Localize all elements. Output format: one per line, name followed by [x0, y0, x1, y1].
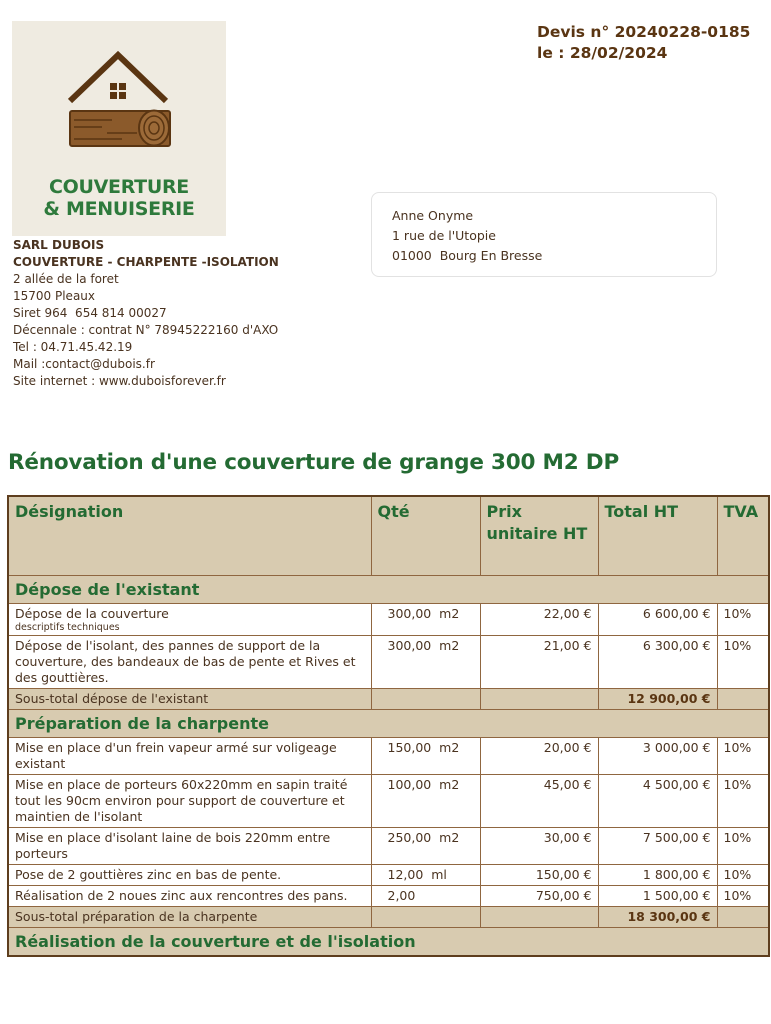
company-decennale: Décennale : contrat N° 78945222160 d'AXO [13, 323, 279, 337]
cell-qty: 150,00 m2 [371, 738, 480, 775]
cell-tva: 10% [717, 865, 769, 886]
subtotal-row [8, 907, 769, 928]
table-row [8, 636, 769, 689]
logo-text-line1: COUVERTURE [49, 176, 189, 198]
client-name: Anne Onyme [392, 208, 474, 223]
cell-tva: 10% [717, 886, 769, 907]
client-street: 1 rue de l'Utopie [392, 228, 496, 243]
house-log-icon [12, 21, 226, 171]
cell-unit-price: 20,00 € [480, 738, 598, 775]
header-tva: TVA [717, 496, 769, 576]
company-address-line2: 15700 Pleaux [13, 289, 96, 303]
table-row [8, 775, 769, 828]
cell-total: 6 600,00 € [598, 604, 717, 636]
subtotal-label: Sous-total préparation de la charpente [8, 907, 371, 928]
cell-qty: 2,00 [371, 886, 480, 907]
item-note: descriptifs techniques [15, 622, 120, 633]
cell-designation: Mise en place de porteurs 60x220mm en sapin traité tout les 90cm environ pour support de couverture et maintien de l'isolant [8, 775, 371, 828]
subtotal-label: Sous-total dépose de l'existant [8, 689, 371, 710]
cell-designation: Mise en place d'isolant laine de bois 220mm entre porteurs [8, 828, 371, 865]
table-header-row [8, 496, 769, 576]
header-designation: Désignation [8, 496, 371, 576]
cell-designation: Mise en place d'un frein vapeur armé sur voligeage existant [8, 738, 371, 775]
table-row [8, 886, 769, 907]
client-address-box [371, 192, 717, 277]
cell-tva: 10% [717, 775, 769, 828]
cell-tva: 10% [717, 636, 769, 689]
company-siret: Siret 964 654 814 00027 [13, 306, 167, 320]
cell-designation: Réalisation de 2 noues zinc aux rencontres des pans. [8, 886, 371, 907]
quote-title: Rénovation d'une couverture de grange 300 M2 DP [8, 450, 620, 475]
quote-reference [537, 22, 750, 64]
subtotal-row [8, 689, 769, 710]
subtotal-value: 18 300,00 € [598, 907, 717, 928]
table-row [8, 865, 769, 886]
company-info [13, 237, 279, 390]
section-header: Réalisation de la couverture et de l'isolation [8, 928, 769, 957]
company-logo [12, 21, 226, 236]
header-unit-price: Prix unitaire HT [480, 496, 598, 576]
logo-text-line2: & MENUISERIE [43, 198, 195, 220]
company-name: SARL DUBOIS [13, 238, 105, 252]
quote-table [7, 495, 770, 957]
cell-qty: 250,00 m2 [371, 828, 480, 865]
client-city: 01000 Bourg En Bresse [392, 248, 543, 263]
cell-total: 1 800,00 € [598, 865, 717, 886]
cell-qty: 12,00 ml [371, 865, 480, 886]
company-activity: COUVERTURE - CHARPENTE -ISOLATION [13, 255, 279, 269]
cell-tva: 10% [717, 738, 769, 775]
subtotal-value: 12 900,00 € [598, 689, 717, 710]
cell-unit-price: 150,00 € [480, 865, 598, 886]
cell-total: 1 500,00 € [598, 886, 717, 907]
section-header: Dépose de l'existant [8, 576, 769, 604]
cell-qty: 300,00 m2 [371, 636, 480, 689]
cell-unit-price: 30,00 € [480, 828, 598, 865]
cell-total: 7 500,00 € [598, 828, 717, 865]
cell-total: 6 300,00 € [598, 636, 717, 689]
cell-designation: Dépose de la couverture descriptifs techniques [8, 604, 371, 636]
cell-tva: 10% [717, 604, 769, 636]
cell-unit-price: 22,00 € [480, 604, 598, 636]
company-address-line1: 2 allée de la foret [13, 272, 119, 286]
cell-qty: 300,00 m2 [371, 604, 480, 636]
section-header: Préparation de la charpente [8, 710, 769, 738]
cell-tva: 10% [717, 828, 769, 865]
header-qty: Qté [371, 496, 480, 576]
company-website: Site internet : www.duboisforever.fr [13, 374, 226, 388]
cell-unit-price: 45,00 € [480, 775, 598, 828]
company-phone: Tel : 04.71.45.42.19 [13, 340, 133, 354]
header-total: Total HT [598, 496, 717, 576]
cell-total: 3 000,00 € [598, 738, 717, 775]
cell-total: 4 500,00 € [598, 775, 717, 828]
quote-date: le : 28/02/2024 [537, 44, 668, 62]
table-row [8, 738, 769, 775]
quote-number: Devis n° 20240228-0185 [537, 23, 751, 41]
cell-unit-price: 21,00 € [480, 636, 598, 689]
cell-designation: Pose de 2 gouttières zinc en bas de pente. [8, 865, 371, 886]
cell-designation: Dépose de l'isolant, des pannes de support de la couverture, des bandeaux de bas de pente et Rives et des gouttières. [8, 636, 371, 689]
cell-unit-price: 750,00 € [480, 886, 598, 907]
company-email: Mail :contact@dubois.fr [13, 357, 155, 371]
table-row [8, 604, 769, 636]
table-row [8, 828, 769, 865]
cell-qty: 100,00 m2 [371, 775, 480, 828]
